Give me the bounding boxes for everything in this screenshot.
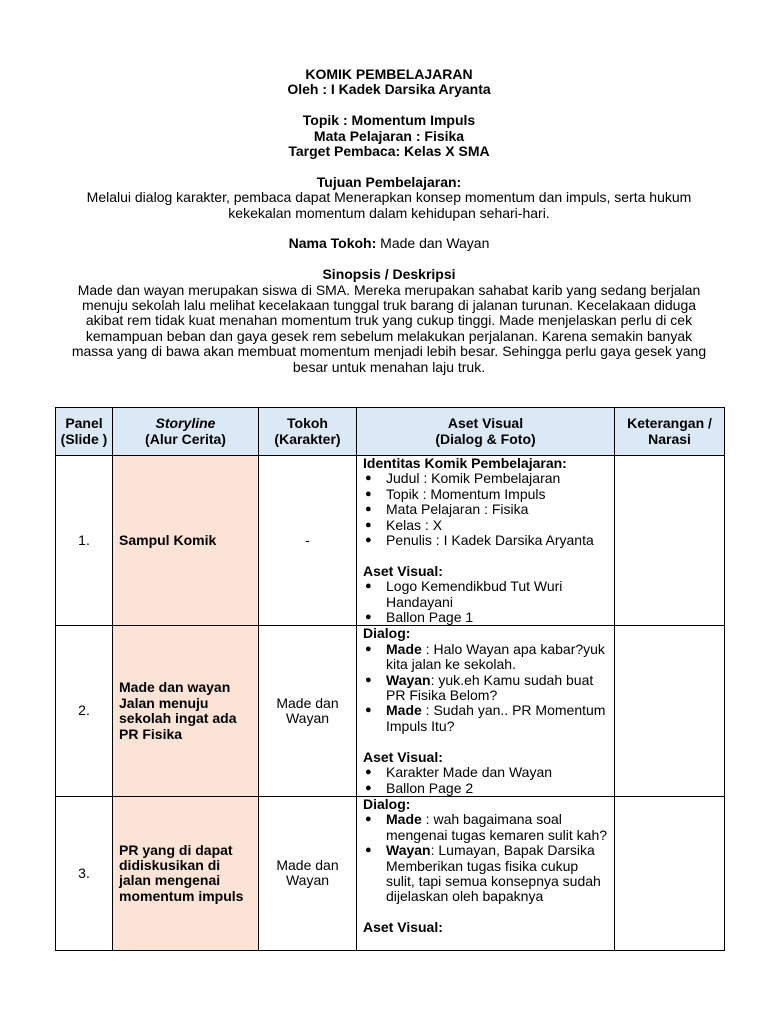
synopsis-line: Made dan wayan merupakan siswa di SMA. Mereka merupakan sahabat karib yang sedang berjalan xyxy=(77,281,701,298)
row-keterangan xyxy=(615,456,725,626)
goal-heading: Tujuan Pembelajaran: xyxy=(316,173,462,190)
identity-list xyxy=(363,471,608,548)
speaker-name: Made xyxy=(386,702,422,719)
dialog-line: ● Wayan: yuk.eh Kamu sudah buat PR Fisika Belom? xyxy=(363,673,608,704)
dialog-list xyxy=(363,642,608,734)
row-aset-visual xyxy=(357,626,615,796)
characters-value: Made dan Wayan xyxy=(376,235,490,252)
dialog-title: Dialog: xyxy=(363,795,411,812)
list-item: ● Mata Pelajaran : Fisika xyxy=(363,502,608,517)
header-storyline: Storyline (Alur Cerita) xyxy=(113,408,259,456)
list-item: ● Ballon Page 2 xyxy=(363,781,608,796)
section-title: Aset Visual: xyxy=(363,919,443,936)
list-item: ● Logo Kemendikbud Tut Wuri Handayani xyxy=(363,579,608,610)
header-panel: Panel (Slide ) xyxy=(56,408,113,456)
characters-line xyxy=(58,236,720,251)
row-tokoh: Made dan Wayan xyxy=(259,626,357,796)
dialog-line: ● Wayan: Lumayan, Bapak Darsika Memberikan tugas fisika cukup sulit, tapi semua konsepnya sudah dijelaskan oleh bapaknya xyxy=(363,843,608,905)
goal-text-line-1: Melalui dialog karakter, pembaca dapat Menerapkan konsep momentum dan impuls, serta hukum xyxy=(86,189,692,206)
dialog-line: ● Made : Halo Wayan apa kabar?yuk kita jalan ke sekolah. xyxy=(363,642,608,673)
speaker-name: Made xyxy=(386,811,422,828)
row-tokoh: Made dan Wayan xyxy=(259,796,357,950)
section-title: Aset Visual: xyxy=(363,562,443,579)
row-aset-visual xyxy=(357,796,615,950)
dialog-line: ● Made : Sudah yan.. PR Momentum Impuls Itu? xyxy=(363,703,608,734)
topic-line: Topik : Momentum Impuls xyxy=(302,112,476,129)
row-storyline: Sampul Komik xyxy=(113,456,259,626)
header-tokoh: Tokoh (Karakter) xyxy=(259,408,357,456)
goal-text-line-2: kekekalan momentum dalam kehidupan sehari-hari. xyxy=(228,204,550,221)
asset-list xyxy=(363,765,608,796)
speaker-name: Wayan xyxy=(386,842,431,859)
row-keterangan xyxy=(615,796,725,950)
speaker-name: Wayan xyxy=(386,671,431,688)
table-row xyxy=(56,456,725,626)
synopsis-line: massa yang di bawa akan membuat momentum menjadi lebih besar. Sehingga perlu gaya gesek yang xyxy=(71,343,707,360)
dialog-title: Dialog: xyxy=(363,625,411,642)
list-item: ● Topik : Momentum Impuls xyxy=(363,487,608,502)
table-row xyxy=(56,796,725,950)
section-title: Identitas Komik Pembelajaran: xyxy=(363,455,567,471)
speaker-name: Made xyxy=(386,640,422,657)
storyboard-table xyxy=(55,407,725,951)
document-title: KOMIK PEMBELAJARAN xyxy=(305,66,473,82)
asset-list xyxy=(363,579,608,625)
row-keterangan xyxy=(615,626,725,796)
subject-line: Mata Pelajaran : Fisika xyxy=(313,127,465,144)
list-item: ● Judul : Komik Pembelajaran xyxy=(363,471,608,486)
synopsis-line: menuju sekolah lalu melihat kecelakaan tunggal truk barang di jalanan turunan. Kecelakaan diduga xyxy=(81,297,697,314)
list-item: ● Kelas : X xyxy=(363,518,608,533)
section-title: Aset Visual: xyxy=(363,748,443,765)
document-header xyxy=(58,67,720,375)
row-number: 2. xyxy=(56,626,113,796)
table-row xyxy=(56,626,725,796)
list-item: ● Penulis : I Kadek Darsika Aryanta xyxy=(363,533,608,548)
synopsis-line: akibat rem tidak kuat menahan momentum truk yang cukup tinggi. Made menjelaskan perlu di cek xyxy=(85,312,693,329)
row-aset-visual xyxy=(357,456,615,626)
list-item: ● Karakter Made dan Wayan xyxy=(363,765,608,780)
synopsis-heading: Sinopsis / Deskripsi xyxy=(322,266,456,283)
row-number: 3. xyxy=(56,796,113,950)
table-header-row xyxy=(56,408,725,456)
row-storyline: PR yang di dapat didiskusikan di jalan mengenai momentum impuls xyxy=(113,796,259,950)
dialog-line: ● Made : wah bagaimana soal mengenai tugas kemaren sulit kah? xyxy=(363,812,608,843)
row-tokoh: - xyxy=(259,456,357,626)
row-number: 1. xyxy=(56,456,113,626)
author-line: Oleh : I Kadek Darsika Aryanta xyxy=(287,81,491,98)
target-line: Target Pembaca: Kelas X SMA xyxy=(288,143,490,160)
header-aset-visual: Aset Visual (Dialog & Foto) xyxy=(357,408,615,456)
synopsis-line: kemampuan beban dan gaya gesek rem sebelum melakukan perjalanan. Karena semakin banyak xyxy=(85,327,693,344)
dialog-list xyxy=(363,812,608,904)
synopsis-line: besar untuk menahan laju truk. xyxy=(292,358,486,375)
row-storyline: Made dan wayan Jalan menuju sekolah ingat ada PR Fisika xyxy=(113,626,259,796)
characters-label: Nama Tokoh: xyxy=(288,235,377,252)
header-keterangan: Keterangan / Narasi xyxy=(615,408,725,456)
list-item: ● Ballon Page 1 xyxy=(363,610,608,625)
